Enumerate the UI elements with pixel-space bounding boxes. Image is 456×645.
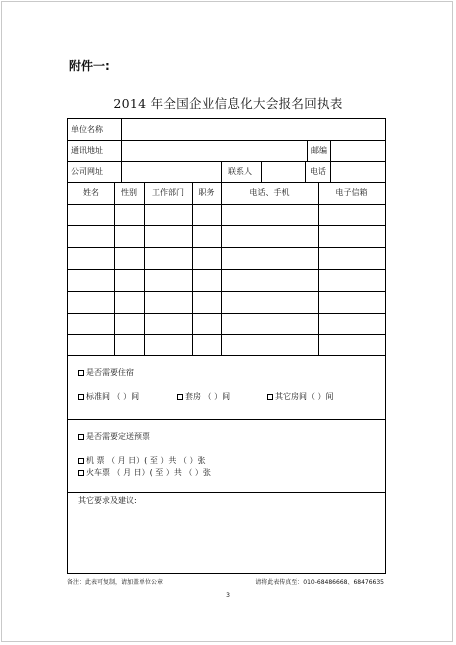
plane-ticket-option: 机 票 （ 月 日）( 至 ）共 （ ）张 bbox=[78, 456, 205, 466]
other-room-option: 其它房间（ ）间 bbox=[267, 392, 334, 402]
accommodation-question: 是否需要住宿 bbox=[78, 368, 134, 378]
phone-label: 电话 bbox=[310, 167, 326, 176]
other-requests-label: 其它要求及建议: bbox=[78, 496, 137, 505]
unit-name-label: 单位名称 bbox=[71, 125, 103, 134]
standard-room-option: 标准间 （ ）间 bbox=[78, 392, 139, 402]
checkbox-icon[interactable] bbox=[78, 434, 84, 440]
attachment-label: 附件一: bbox=[69, 59, 110, 73]
header-department: 工作部门 bbox=[152, 188, 184, 197]
checkbox-icon[interactable] bbox=[267, 394, 273, 400]
checkbox-icon[interactable] bbox=[78, 370, 84, 376]
header-email: 电子信箱 bbox=[335, 188, 368, 197]
checkbox-icon[interactable] bbox=[78, 470, 84, 476]
fax-note: 请将此表传真至：010-68486668、68476635 bbox=[255, 579, 384, 586]
website-label: 公司网址 bbox=[71, 167, 103, 176]
train-ticket-option: 火车票 （ 月 日）( 至 ）共 （ ）张 bbox=[78, 468, 211, 478]
contact-label: 联系人 bbox=[228, 167, 252, 176]
checkbox-icon[interactable] bbox=[177, 394, 183, 400]
document-title: 2014 年全国企业信息化大会报名回执表 bbox=[113, 96, 343, 111]
header-position: 职务 bbox=[198, 188, 215, 197]
ticket-question: 是否需要定送预票 bbox=[78, 432, 150, 442]
footer-note: 备注：此表可复制，请加盖单位公章 bbox=[67, 579, 164, 586]
checkbox-icon[interactable] bbox=[78, 458, 84, 464]
postcode-label: 邮编 bbox=[311, 146, 327, 155]
suite-option: 套房 （ ）间 bbox=[177, 392, 230, 402]
page-number: 3 bbox=[226, 592, 230, 599]
checkbox-icon[interactable] bbox=[78, 394, 84, 400]
address-label: 通讯地址 bbox=[71, 146, 103, 155]
header-name: 姓名 bbox=[83, 188, 99, 197]
header-gender: 性别 bbox=[121, 188, 137, 197]
header-phone: 电话、手机 bbox=[249, 188, 290, 197]
